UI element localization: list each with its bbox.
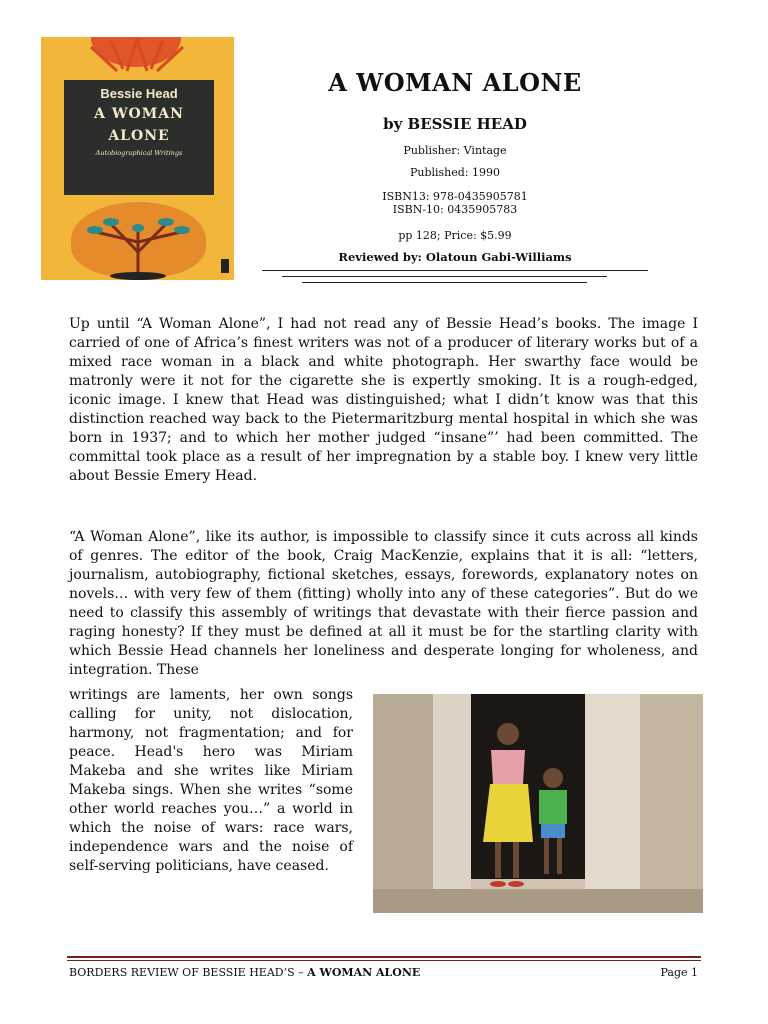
pages-price: pp 128; Price: $5.99 xyxy=(398,229,512,242)
review-paragraph-2-continued: writings are laments, her own songs calling for unity, not dislocation, harmony, not fragmentation; and for peace. Head's hero was Miriam Makeba and she writes like Miriam Makeba sings. When she writes “some other world reaches you…” a world in which the noise of wars: race wars, independence wars and the noise of self-serving politicians, have ceased. xyxy=(69,687,353,874)
header-rule-2 xyxy=(282,276,607,277)
reviewer: Reviewed by: Olatoun Gabi-Williams xyxy=(338,250,572,264)
cover-author: Bessie Head xyxy=(100,86,178,101)
published-date: Published: 1990 xyxy=(409,166,501,179)
review-paragraph-1: Up until “A Woman Alone”, I had not read any of Bessie Head’s books. The image I carried of one of Africa’s finest writers was not of a producer of literary works but of a mixed race woman in a black and white photograph. Her swarthy face would be matronly were it not for the cigarette she is expertly smoking. It is a rough-edged, iconic image. I knew that Head was distinguished; what I didn’t know was that this distinction reached way back to the Pietermaritzburg mental hospital in which she was born in 1937; and to which her mother judged “insane”’ had been committed. The committal took place as a result of her impregnation by a stable boy. I knew very little about Bessie Emery Head. xyxy=(69,316,698,484)
footer-book-title: A WOMAN ALONE xyxy=(307,966,421,979)
cover-subtitle: Autobiographical Writings xyxy=(95,149,183,157)
article-title: A WOMAN ALONE xyxy=(328,68,582,97)
isbn-block xyxy=(262,190,648,216)
cover-sun-rays xyxy=(41,37,234,77)
photo-illustration xyxy=(373,694,703,913)
woman-and-child-photo xyxy=(373,694,703,913)
book-cover-image xyxy=(41,37,234,280)
cover-title-box xyxy=(64,80,214,195)
footer-rule-thick xyxy=(67,956,701,958)
page-number: Page 1 xyxy=(660,966,698,979)
footer-prefix: BORDERS REVIEW OF BESSIE HEAD’S – xyxy=(69,966,308,979)
header-rule-3 xyxy=(302,282,587,283)
footer-rule-thin xyxy=(67,960,701,961)
footer-running-title xyxy=(69,966,420,979)
review-paragraph-2: “A Woman Alone”, like its author, is impossible to classify since it cuts across all kinds of genres. The editor of the book, Craig MacKenzie, explains that it is all: “letters, journalism, autobiography, fictional sketches, essays, forewords, explanatory notes on novels… with very few of them (fitting) wholly into any of these categories”. But do we need to classify this assembly of writings that devastate with their fierce passion and raging honesty? If they must be defined at all it must be for the startling clarity with which Bessie Head channels her loneliness and desperate longing for wholeness, and integration. These xyxy=(69,529,698,678)
isbn10: ISBN-10: 0435905783 xyxy=(392,203,518,216)
header-rule-1 xyxy=(262,270,648,271)
article-byline: by BESSIE HEAD xyxy=(383,115,527,133)
cover-title-line1: A WOMAN xyxy=(94,106,184,122)
cover-title-line2: ALONE xyxy=(108,128,170,144)
publisher-info: Publisher: Vintage xyxy=(403,144,507,157)
isbn13: ISBN13: 978-0435905781 xyxy=(382,190,528,203)
cover-plant-illustration xyxy=(71,202,206,280)
cover-publisher-mark xyxy=(221,259,229,273)
